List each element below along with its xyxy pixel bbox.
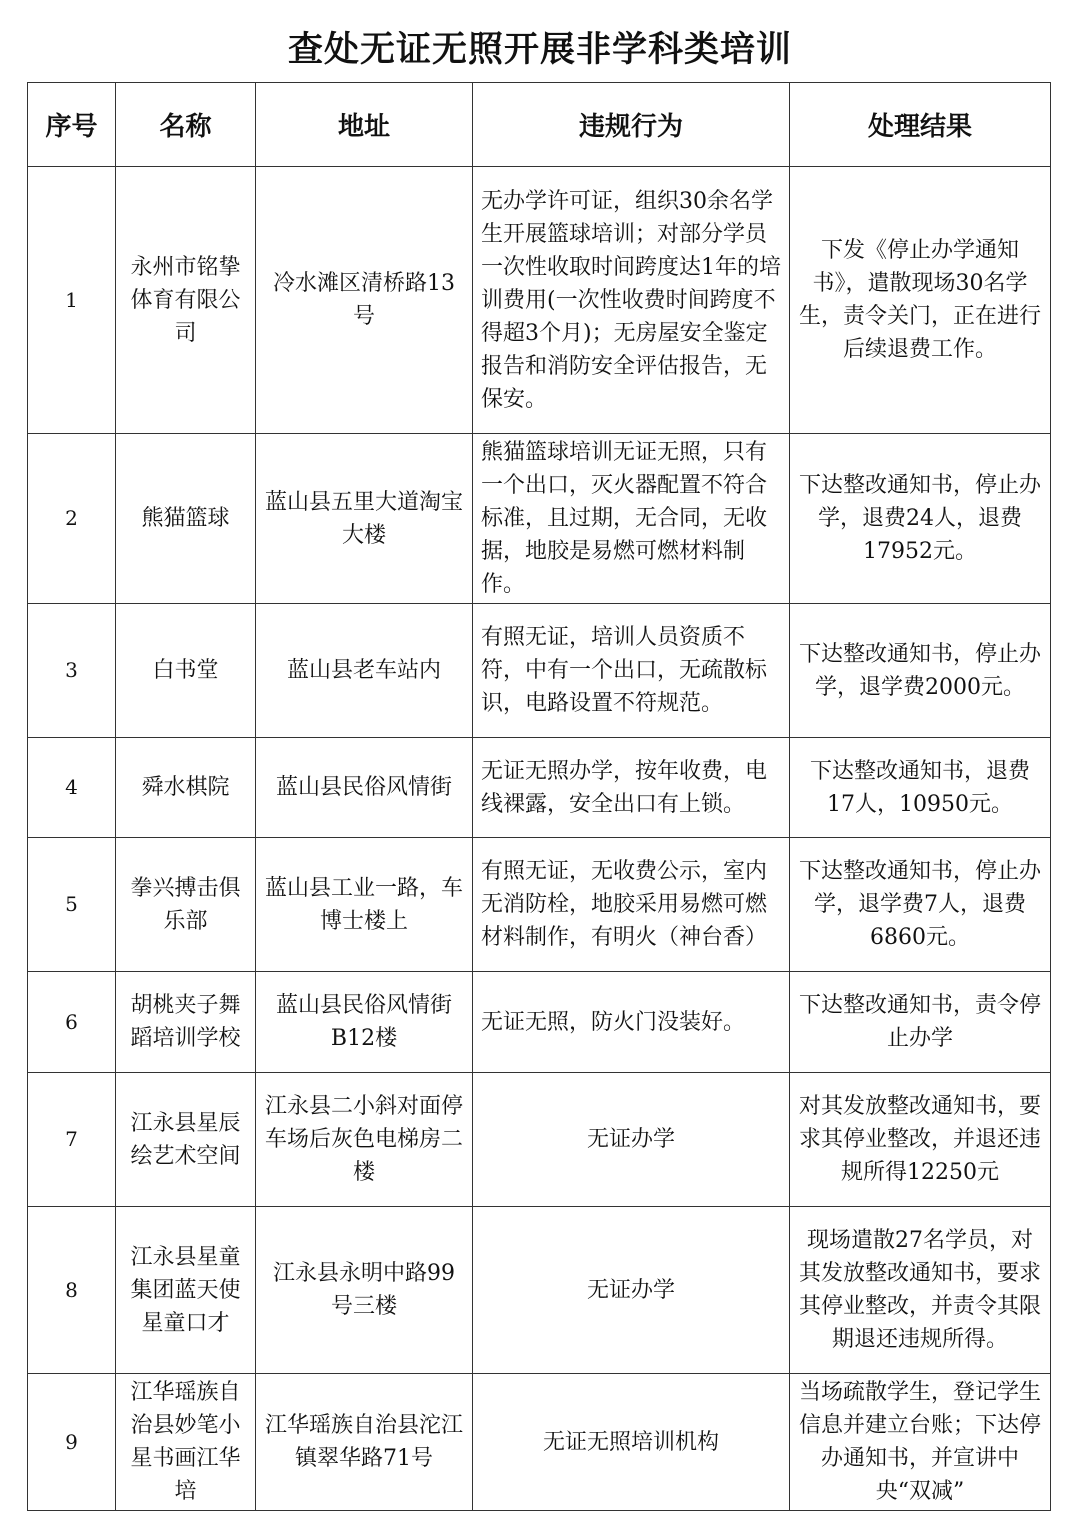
header-address: 地址 (256, 83, 473, 167)
cell-violation: 无证无照培训机构 (473, 1374, 790, 1511)
cell-violation: 有照无证，无收费公示，室内无消防栓，地胶采用易燃可燃材料制作，有明火（神台香） (473, 838, 790, 972)
cell-name: 胡桃夹子舞蹈培训学校 (116, 972, 256, 1073)
cell-result: 下达整改通知书，退费17人，10950元。 (790, 738, 1051, 838)
cell-result: 下达整改通知书，停止办学，退费24人，退费17952元。 (790, 434, 1051, 604)
cell-address: 蓝山县老车站内 (256, 604, 473, 738)
cell-result: 下达整改通知书，停止办学，退学费7人，退费6860元。 (790, 838, 1051, 972)
violations-table (27, 82, 1051, 1511)
cell-name: 舜水棋院 (116, 738, 256, 838)
cell-name: 白书堂 (116, 604, 256, 738)
cell-result: 下发《停止办学通知书》，遣散现场30名学生，责令关门，正在进行后续退费工作。 (790, 167, 1051, 434)
cell-violation: 无证办学 (473, 1207, 790, 1374)
cell-no: 3 (28, 604, 116, 738)
cell-violation: 无证办学 (473, 1073, 790, 1207)
cell-result: 当场疏散学生，登记学生信息并建立台账；下达停办通知书，并宣讲中央“双减” (790, 1374, 1051, 1511)
cell-address: 江永县二小斜对面停车场后灰色电梯房二楼 (256, 1073, 473, 1207)
cell-no: 4 (28, 738, 116, 838)
header-violation: 违规行为 (473, 83, 790, 167)
cell-no: 6 (28, 972, 116, 1073)
cell-address: 蓝山县工业一路，车博士楼上 (256, 838, 473, 972)
table-row (28, 838, 1051, 972)
header-name: 名称 (116, 83, 256, 167)
cell-address: 蓝山县民俗风情街 (256, 738, 473, 838)
table-row (28, 972, 1051, 1073)
cell-address: 江永县永明中路99号三楼 (256, 1207, 473, 1374)
cell-result: 对其发放整改通知书，要求其停业整改，并退还违规所得12250元 (790, 1073, 1051, 1207)
cell-result: 下达整改通知书，停止办学，退学费2000元。 (790, 604, 1051, 738)
table-row (28, 1207, 1051, 1374)
header-result: 处理结果 (790, 83, 1051, 167)
header-no: 序号 (28, 83, 116, 167)
cell-violation: 有照无证，培训人员资质不符，中有一个出口，无疏散标识，电路设置不符规范。 (473, 604, 790, 738)
cell-address: 蓝山县民俗风情街B12楼 (256, 972, 473, 1073)
cell-name: 江永县星辰绘艺术空间 (116, 1073, 256, 1207)
page-title: 查处无证无照开展非学科类培训 (287, 30, 792, 70)
cell-no: 7 (28, 1073, 116, 1207)
cell-no: 8 (28, 1207, 116, 1374)
cell-address: 江华瑶族自治县沱江镇翠华路71号 (256, 1374, 473, 1511)
cell-result: 下达整改通知书，责令停止办学 (790, 972, 1051, 1073)
cell-address: 蓝山县五里大道淘宝大楼 (256, 434, 473, 604)
table-header-row (28, 83, 1051, 167)
cell-result: 现场遣散27名学员，对其发放整改通知书，要求其停业整改，并责令其限期退还违规所得。 (790, 1207, 1051, 1374)
cell-name: 江永县星童集团蓝天使星童口才 (116, 1207, 256, 1374)
cell-no: 1 (28, 167, 116, 434)
cell-violation: 无证无照办学，按年收费，电线裸露，安全出口有上锁。 (473, 738, 790, 838)
cell-name: 拳兴搏击俱乐部 (116, 838, 256, 972)
cell-address: 冷水滩区清桥路13号 (256, 167, 473, 434)
table-row (28, 167, 1051, 434)
cell-violation: 熊猫篮球培训无证无照，只有一个出口，灭火器配置不符合标准，且过期，无合同，无收据，地胶是易燃可燃材料制作。 (473, 434, 790, 604)
table-row (28, 434, 1051, 604)
cell-no: 2 (28, 434, 116, 604)
cell-name: 永州市铭挚体育有限公司 (116, 167, 256, 434)
cell-violation: 无证无照，防火门没装好。 (473, 972, 790, 1073)
cell-name: 熊猫篮球 (116, 434, 256, 604)
cell-violation: 无办学许可证，组织30余名学生开展篮球培训；对部分学员一次性收取时间跨度达1年的培训费用(一次性收费时间跨度不得超3个月)；无房屋安全鉴定报告和消防安全评估报告，无保安。 (473, 167, 790, 434)
table-row (28, 1374, 1051, 1511)
table-row (28, 1073, 1051, 1207)
cell-no: 9 (28, 1374, 116, 1511)
cell-no: 5 (28, 838, 116, 972)
cell-name: 江华瑶族自治县妙笔小星书画江华培 (116, 1374, 256, 1511)
table-row (28, 738, 1051, 838)
table-row (28, 604, 1051, 738)
